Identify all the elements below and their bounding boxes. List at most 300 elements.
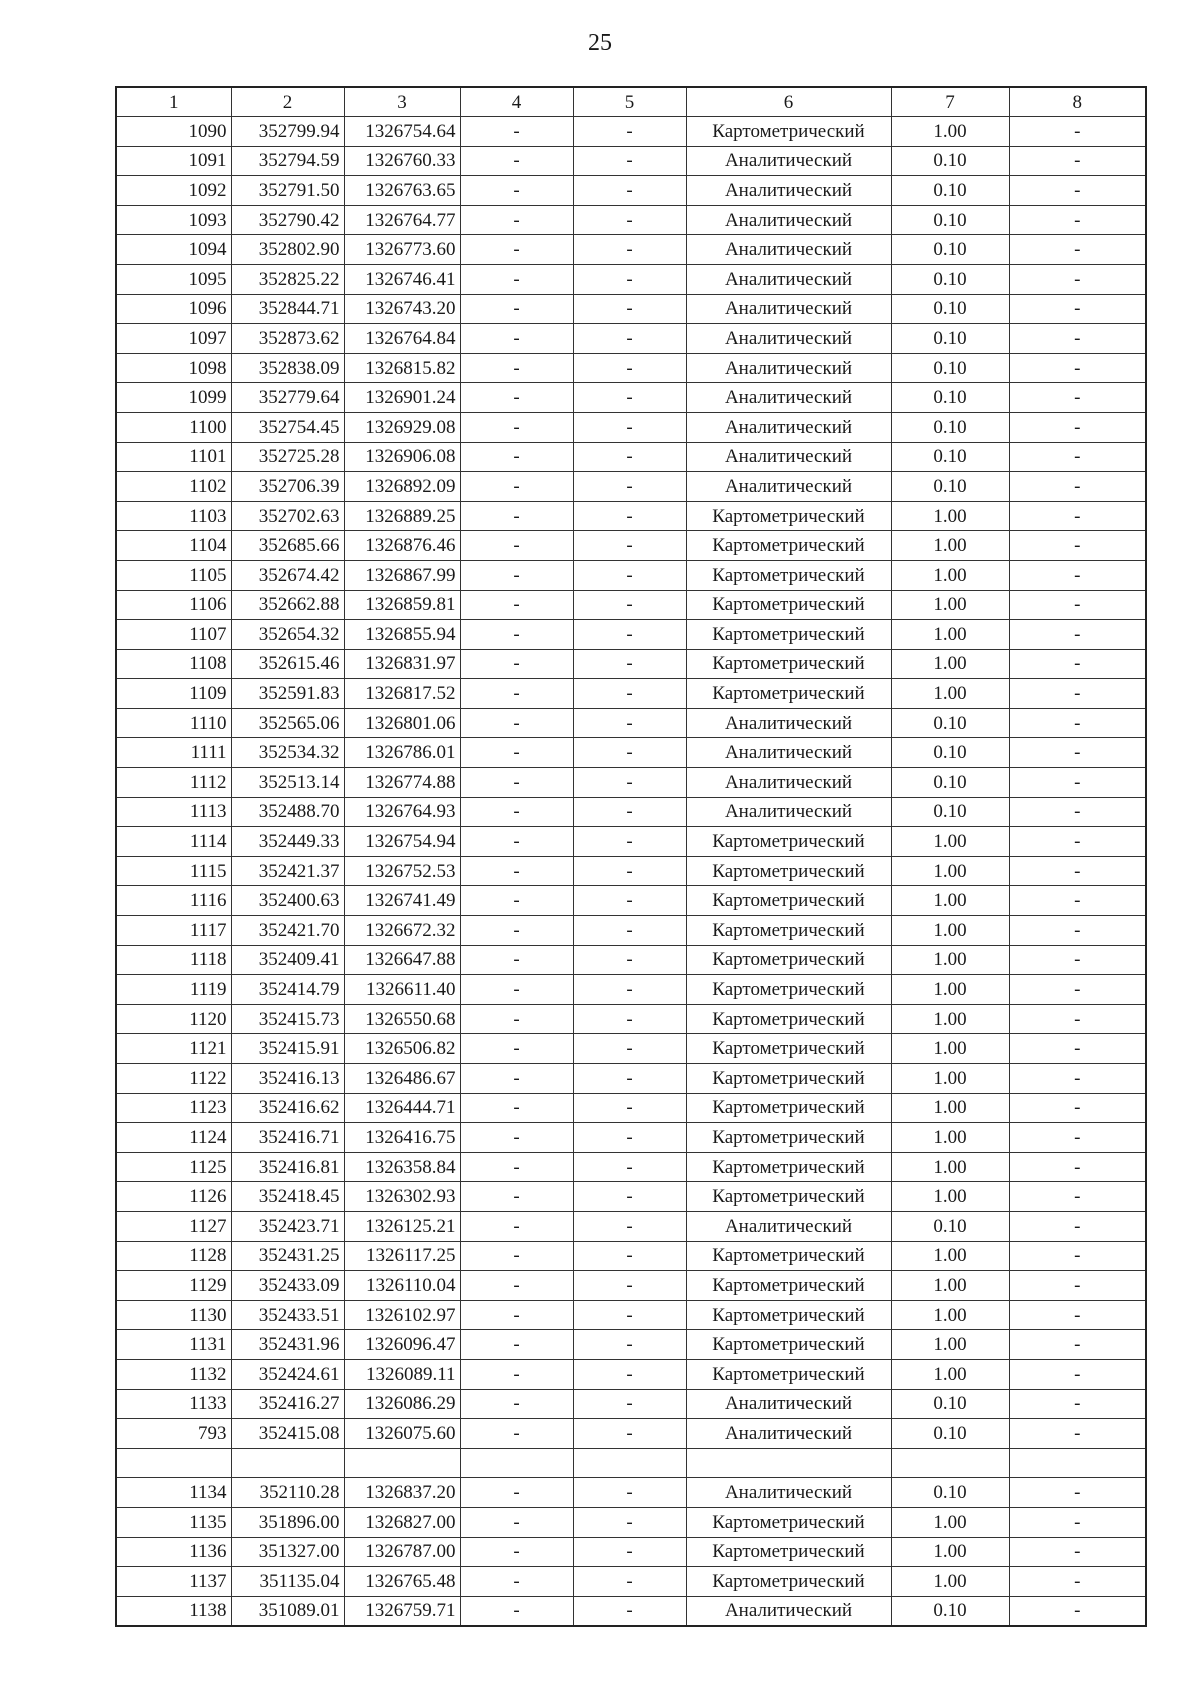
table-cell: 1091 xyxy=(116,146,231,176)
table-cell: - xyxy=(1009,1596,1146,1626)
table-cell: 351327.00 xyxy=(231,1537,344,1567)
table-cell: - xyxy=(460,590,573,620)
table-cell: - xyxy=(1009,264,1146,294)
table-cell: Аналитический xyxy=(686,738,891,768)
table-cell: 1098 xyxy=(116,353,231,383)
table-cell: 0.10 xyxy=(891,1211,1009,1241)
table-row xyxy=(116,649,1146,679)
table-row xyxy=(116,560,1146,590)
table-cell: 1.00 xyxy=(891,945,1009,975)
table-cell: - xyxy=(1009,1271,1146,1301)
table-cell: 1121 xyxy=(116,1034,231,1064)
column-header: 4 xyxy=(460,87,573,117)
table-cell: - xyxy=(460,1596,573,1626)
table-cell: 1326855.94 xyxy=(344,620,460,650)
table-row xyxy=(116,856,1146,886)
table-row xyxy=(116,975,1146,1005)
table-cell: 1.00 xyxy=(891,560,1009,590)
table-cell: 1111 xyxy=(116,738,231,768)
table-row xyxy=(116,146,1146,176)
table-cell: 1105 xyxy=(116,560,231,590)
table-cell: - xyxy=(1009,590,1146,620)
table-cell: 1129 xyxy=(116,1271,231,1301)
table-cell: - xyxy=(1009,1064,1146,1094)
table-cell: 1101 xyxy=(116,442,231,472)
table-cell: 1326550.68 xyxy=(344,1004,460,1034)
table-cell: - xyxy=(1009,205,1146,235)
table-cell: 0.10 xyxy=(891,235,1009,265)
table-cell: 1.00 xyxy=(891,501,1009,531)
table-cell xyxy=(891,1448,1009,1478)
table-cell: Картометрический xyxy=(686,916,891,946)
table-cell: 1125 xyxy=(116,1152,231,1182)
table-cell: 1326906.08 xyxy=(344,442,460,472)
table-row xyxy=(116,1330,1146,1360)
table-cell: - xyxy=(1009,768,1146,798)
table-cell: - xyxy=(1009,708,1146,738)
table-row xyxy=(116,1064,1146,1094)
table-cell: - xyxy=(460,886,573,916)
table-cell: 1136 xyxy=(116,1537,231,1567)
table-cell: - xyxy=(1009,1241,1146,1271)
table-cell: 352725.28 xyxy=(231,442,344,472)
table-row xyxy=(116,383,1146,413)
table-cell: 1138 xyxy=(116,1596,231,1626)
table-cell: - xyxy=(573,1300,686,1330)
table-cell: 352565.06 xyxy=(231,708,344,738)
table-cell: 352674.42 xyxy=(231,560,344,590)
table-cell: Картометрический xyxy=(686,1537,891,1567)
table-cell: - xyxy=(460,146,573,176)
table-cell: 1.00 xyxy=(891,975,1009,1005)
table-row xyxy=(116,1300,1146,1330)
table-cell: - xyxy=(460,412,573,442)
table-row xyxy=(116,590,1146,620)
table-cell: 1.00 xyxy=(891,1034,1009,1064)
table-cell: 1326831.97 xyxy=(344,649,460,679)
table-cell: 352416.13 xyxy=(231,1064,344,1094)
column-header: 5 xyxy=(573,87,686,117)
table-cell: - xyxy=(460,1507,573,1537)
table-cell: 1326611.40 xyxy=(344,975,460,1005)
table-cell: - xyxy=(460,1330,573,1360)
table-cell: 0.10 xyxy=(891,412,1009,442)
table-cell: 1326859.81 xyxy=(344,590,460,620)
table-cell: - xyxy=(460,708,573,738)
column-header: 6 xyxy=(686,87,891,117)
table-cell: - xyxy=(573,1241,686,1271)
table-cell: - xyxy=(573,797,686,827)
table-cell: 1326773.60 xyxy=(344,235,460,265)
table-cell: - xyxy=(1009,146,1146,176)
table-cell: Аналитический xyxy=(686,797,891,827)
table-cell: 351089.01 xyxy=(231,1596,344,1626)
table-cell: Картометрический xyxy=(686,117,891,147)
table-row xyxy=(116,1389,1146,1419)
table-cell: 0.10 xyxy=(891,797,1009,827)
table-cell: - xyxy=(573,975,686,1005)
table-row xyxy=(116,1182,1146,1212)
table-cell: - xyxy=(573,856,686,886)
table-row xyxy=(116,264,1146,294)
table-cell: 352110.28 xyxy=(231,1478,344,1508)
table-cell: Аналитический xyxy=(686,472,891,502)
table-cell: 1326801.06 xyxy=(344,708,460,738)
table-cell: - xyxy=(573,1123,686,1153)
table-cell: - xyxy=(573,294,686,324)
table-cell: - xyxy=(1009,501,1146,531)
table-cell: 1.00 xyxy=(891,1300,1009,1330)
column-header: 3 xyxy=(344,87,460,117)
table-cell: - xyxy=(460,827,573,857)
table-cell: 1.00 xyxy=(891,916,1009,946)
table-cell: - xyxy=(573,708,686,738)
table-row xyxy=(116,1359,1146,1389)
table-cell: - xyxy=(460,768,573,798)
table-cell: - xyxy=(1009,472,1146,502)
table-cell: 352799.94 xyxy=(231,117,344,147)
table-cell: - xyxy=(460,205,573,235)
table-cell: - xyxy=(573,945,686,975)
table-row xyxy=(116,1596,1146,1626)
table-cell: - xyxy=(460,1211,573,1241)
table-cell xyxy=(1009,1448,1146,1478)
table-cell: Картометрический xyxy=(686,1123,891,1153)
table-cell: - xyxy=(460,472,573,502)
table-cell: 1.00 xyxy=(891,620,1009,650)
table-cell: - xyxy=(573,590,686,620)
table-cell: 1124 xyxy=(116,1123,231,1153)
coordinates-table xyxy=(115,86,1147,1627)
page-number: 25 xyxy=(588,30,612,56)
table-cell: - xyxy=(573,679,686,709)
table-cell: Аналитический xyxy=(686,442,891,472)
table-cell xyxy=(686,1448,891,1478)
table-cell: - xyxy=(1009,856,1146,886)
table-cell: - xyxy=(1009,649,1146,679)
table-cell: 1326827.00 xyxy=(344,1507,460,1537)
table-cell: 1.00 xyxy=(891,649,1009,679)
table-row xyxy=(116,442,1146,472)
table-cell: 1326086.29 xyxy=(344,1389,460,1419)
table-cell: - xyxy=(460,1478,573,1508)
table-cell: - xyxy=(573,1034,686,1064)
table-cell: - xyxy=(1009,620,1146,650)
table-cell: 1117 xyxy=(116,916,231,946)
table-cell: - xyxy=(573,620,686,650)
table-cell: - xyxy=(1009,412,1146,442)
table-row xyxy=(116,531,1146,561)
table-cell: - xyxy=(460,856,573,886)
table-cell: - xyxy=(460,975,573,1005)
table-cell: - xyxy=(460,1567,573,1597)
table-cell: - xyxy=(573,442,686,472)
table-cell: 1131 xyxy=(116,1330,231,1360)
table-cell: 0.10 xyxy=(891,1389,1009,1419)
table-cell: 1326746.41 xyxy=(344,264,460,294)
table-cell: 1326754.64 xyxy=(344,117,460,147)
table-cell: - xyxy=(1009,738,1146,768)
table-cell: 1100 xyxy=(116,412,231,442)
table-cell: 352702.63 xyxy=(231,501,344,531)
table-cell: 0.10 xyxy=(891,708,1009,738)
table-cell: 352802.90 xyxy=(231,235,344,265)
table-cell: 1092 xyxy=(116,176,231,206)
table-cell: 1103 xyxy=(116,501,231,531)
table-cell: 1326754.94 xyxy=(344,827,460,857)
table-cell: 352685.66 xyxy=(231,531,344,561)
table-cell: 1102 xyxy=(116,472,231,502)
table-cell: 1134 xyxy=(116,1478,231,1508)
table-cell: 0.10 xyxy=(891,768,1009,798)
table-cell: Картометрический xyxy=(686,1300,891,1330)
table-cell: 1.00 xyxy=(891,1004,1009,1034)
table-cell: - xyxy=(1009,1123,1146,1153)
table-cell: Картометрический xyxy=(686,679,891,709)
table-cell: Картометрический xyxy=(686,1034,891,1064)
table-cell: 1.00 xyxy=(891,590,1009,620)
table-cell: - xyxy=(1009,383,1146,413)
table-cell: - xyxy=(1009,560,1146,590)
table-cell: - xyxy=(573,412,686,442)
table-cell: - xyxy=(1009,886,1146,916)
table-cell: 352415.08 xyxy=(231,1419,344,1449)
table-cell: 1.00 xyxy=(891,1064,1009,1094)
table-row xyxy=(116,235,1146,265)
table-cell: - xyxy=(1009,1004,1146,1034)
table-cell: 352794.59 xyxy=(231,146,344,176)
table-cell: Картометрический xyxy=(686,1567,891,1597)
table-cell: - xyxy=(1009,797,1146,827)
table-cell: - xyxy=(573,1507,686,1537)
table-cell: 1326764.77 xyxy=(344,205,460,235)
table-cell: 0.10 xyxy=(891,383,1009,413)
table-cell: - xyxy=(573,472,686,502)
table-row xyxy=(116,1271,1146,1301)
table-cell: 1.00 xyxy=(891,1359,1009,1389)
table-cell: - xyxy=(460,264,573,294)
table-cell: 1095 xyxy=(116,264,231,294)
table-cell: 1112 xyxy=(116,768,231,798)
table-cell: - xyxy=(1009,294,1146,324)
table-cell: 352400.63 xyxy=(231,886,344,916)
table-cell: Картометрический xyxy=(686,886,891,916)
table-cell: 1326889.25 xyxy=(344,501,460,531)
table-cell: 1326774.88 xyxy=(344,768,460,798)
table-cell: - xyxy=(460,620,573,650)
table-cell: 352825.22 xyxy=(231,264,344,294)
table-cell: - xyxy=(1009,1152,1146,1182)
table-row xyxy=(116,324,1146,354)
table-cell: Картометрический xyxy=(686,1152,891,1182)
table-cell: 1123 xyxy=(116,1093,231,1123)
table-cell: 1.00 xyxy=(891,1567,1009,1597)
table-cell: - xyxy=(573,738,686,768)
table-row xyxy=(116,1567,1146,1597)
table-row xyxy=(116,1004,1146,1034)
table-cell: 1118 xyxy=(116,945,231,975)
table-cell: - xyxy=(573,916,686,946)
table-cell: 0.10 xyxy=(891,1478,1009,1508)
table-cell: 352534.32 xyxy=(231,738,344,768)
table-cell: - xyxy=(573,205,686,235)
table-cell: 352409.41 xyxy=(231,945,344,975)
table-cell: Аналитический xyxy=(686,353,891,383)
table-cell: - xyxy=(1009,235,1146,265)
table-cell: - xyxy=(1009,1211,1146,1241)
table-cell: - xyxy=(573,1064,686,1094)
table-cell: 1326764.84 xyxy=(344,324,460,354)
table-cell: 1326444.71 xyxy=(344,1093,460,1123)
table-row xyxy=(116,1123,1146,1153)
table-cell: 1097 xyxy=(116,324,231,354)
table-cell: 1326741.49 xyxy=(344,886,460,916)
table-cell: 352421.37 xyxy=(231,856,344,886)
table-cell: 0.10 xyxy=(891,1596,1009,1626)
column-header: 2 xyxy=(231,87,344,117)
table-cell: 0.10 xyxy=(891,442,1009,472)
table-cell: 1128 xyxy=(116,1241,231,1271)
table-cell: Картометрический xyxy=(686,975,891,1005)
table-row xyxy=(116,1419,1146,1449)
table-cell: - xyxy=(460,1271,573,1301)
table-cell: Аналитический xyxy=(686,324,891,354)
table-cell: 1.00 xyxy=(891,1507,1009,1537)
table-cell: 352488.70 xyxy=(231,797,344,827)
table-cell: - xyxy=(573,560,686,590)
table-row xyxy=(116,886,1146,916)
table-cell: Картометрический xyxy=(686,1359,891,1389)
table-cell: 1104 xyxy=(116,531,231,561)
table-cell: 352431.96 xyxy=(231,1330,344,1360)
table-cell: 351135.04 xyxy=(231,1567,344,1597)
table-cell: 1326817.52 xyxy=(344,679,460,709)
table-cell: - xyxy=(460,117,573,147)
table-cell: - xyxy=(573,235,686,265)
table-cell: Аналитический xyxy=(686,383,891,413)
table-cell: 1326752.53 xyxy=(344,856,460,886)
table-cell: - xyxy=(460,324,573,354)
table-cell: 352433.09 xyxy=(231,1271,344,1301)
table-cell: - xyxy=(1009,679,1146,709)
table-cell: 1326647.88 xyxy=(344,945,460,975)
table-cell: - xyxy=(460,235,573,265)
table-cell: 1.00 xyxy=(891,1330,1009,1360)
table-cell: 1.00 xyxy=(891,1152,1009,1182)
table-cell: 352791.50 xyxy=(231,176,344,206)
table-cell: - xyxy=(573,768,686,798)
table-row xyxy=(116,916,1146,946)
table-cell: - xyxy=(460,1182,573,1212)
table-cell: 1.00 xyxy=(891,1123,1009,1153)
table-cell: - xyxy=(460,1241,573,1271)
table-cell: 1132 xyxy=(116,1359,231,1389)
table-cell: - xyxy=(1009,1300,1146,1330)
table-cell: Картометрический xyxy=(686,1241,891,1271)
table-row xyxy=(116,1211,1146,1241)
table-cell: - xyxy=(460,442,573,472)
table-cell: Аналитический xyxy=(686,1389,891,1419)
table-row xyxy=(116,620,1146,650)
table-cell: 1.00 xyxy=(891,827,1009,857)
table-cell: - xyxy=(573,1093,686,1123)
table-cell: - xyxy=(460,797,573,827)
table-cell: 352790.42 xyxy=(231,205,344,235)
table-cell: 1.00 xyxy=(891,679,1009,709)
table-cell: - xyxy=(460,1419,573,1449)
table-cell: - xyxy=(573,353,686,383)
table-cell: Аналитический xyxy=(686,1211,891,1241)
table-cell: - xyxy=(1009,117,1146,147)
table-row xyxy=(116,1507,1146,1537)
table-cell: 1.00 xyxy=(891,886,1009,916)
table-row xyxy=(116,768,1146,798)
table-cell: 1096 xyxy=(116,294,231,324)
table-cell: 352449.33 xyxy=(231,827,344,857)
table-cell: 352431.25 xyxy=(231,1241,344,1271)
table-cell xyxy=(344,1448,460,1478)
table-cell: - xyxy=(573,117,686,147)
table-cell: 1093 xyxy=(116,205,231,235)
table-cell: Аналитический xyxy=(686,264,891,294)
table-cell: Картометрический xyxy=(686,531,891,561)
table-cell: 1.00 xyxy=(891,531,1009,561)
table-cell: 352416.62 xyxy=(231,1093,344,1123)
table-cell: 1.00 xyxy=(891,1182,1009,1212)
table-cell: 0.10 xyxy=(891,205,1009,235)
table-row xyxy=(116,1448,1146,1478)
table-cell: - xyxy=(460,649,573,679)
table-cell: 1106 xyxy=(116,590,231,620)
table-cell: 1326815.82 xyxy=(344,353,460,383)
table-cell: - xyxy=(460,501,573,531)
table-row xyxy=(116,353,1146,383)
table-cell: Картометрический xyxy=(686,1271,891,1301)
table-cell: 1326102.97 xyxy=(344,1300,460,1330)
table-cell: 1326506.82 xyxy=(344,1034,460,1064)
table-cell: - xyxy=(1009,975,1146,1005)
table-cell: 352615.46 xyxy=(231,649,344,679)
table-cell: 352416.81 xyxy=(231,1152,344,1182)
table-cell: Аналитический xyxy=(686,1419,891,1449)
column-header: 7 xyxy=(891,87,1009,117)
table-cell: 1119 xyxy=(116,975,231,1005)
table-cell: 1326786.01 xyxy=(344,738,460,768)
table-cell: 352754.45 xyxy=(231,412,344,442)
table-cell: 1326416.75 xyxy=(344,1123,460,1153)
table-row xyxy=(116,1152,1146,1182)
table-cell: 352416.71 xyxy=(231,1123,344,1153)
table-row xyxy=(116,1093,1146,1123)
table-cell: - xyxy=(1009,1567,1146,1597)
table-cell: 1326075.60 xyxy=(344,1419,460,1449)
table-cell: 1326125.21 xyxy=(344,1211,460,1241)
table-cell: 352418.45 xyxy=(231,1182,344,1212)
table-cell: - xyxy=(1009,1034,1146,1064)
table-cell: - xyxy=(460,1034,573,1064)
table-row xyxy=(116,294,1146,324)
table-cell: - xyxy=(1009,1537,1146,1567)
table-cell: 352591.83 xyxy=(231,679,344,709)
table-cell: - xyxy=(1009,353,1146,383)
table-row xyxy=(116,1537,1146,1567)
table-cell: 0.10 xyxy=(891,294,1009,324)
table-row xyxy=(116,1478,1146,1508)
table-row xyxy=(116,205,1146,235)
table-cell: 1326302.93 xyxy=(344,1182,460,1212)
table-cell xyxy=(573,1448,686,1478)
table-cell: - xyxy=(460,1123,573,1153)
